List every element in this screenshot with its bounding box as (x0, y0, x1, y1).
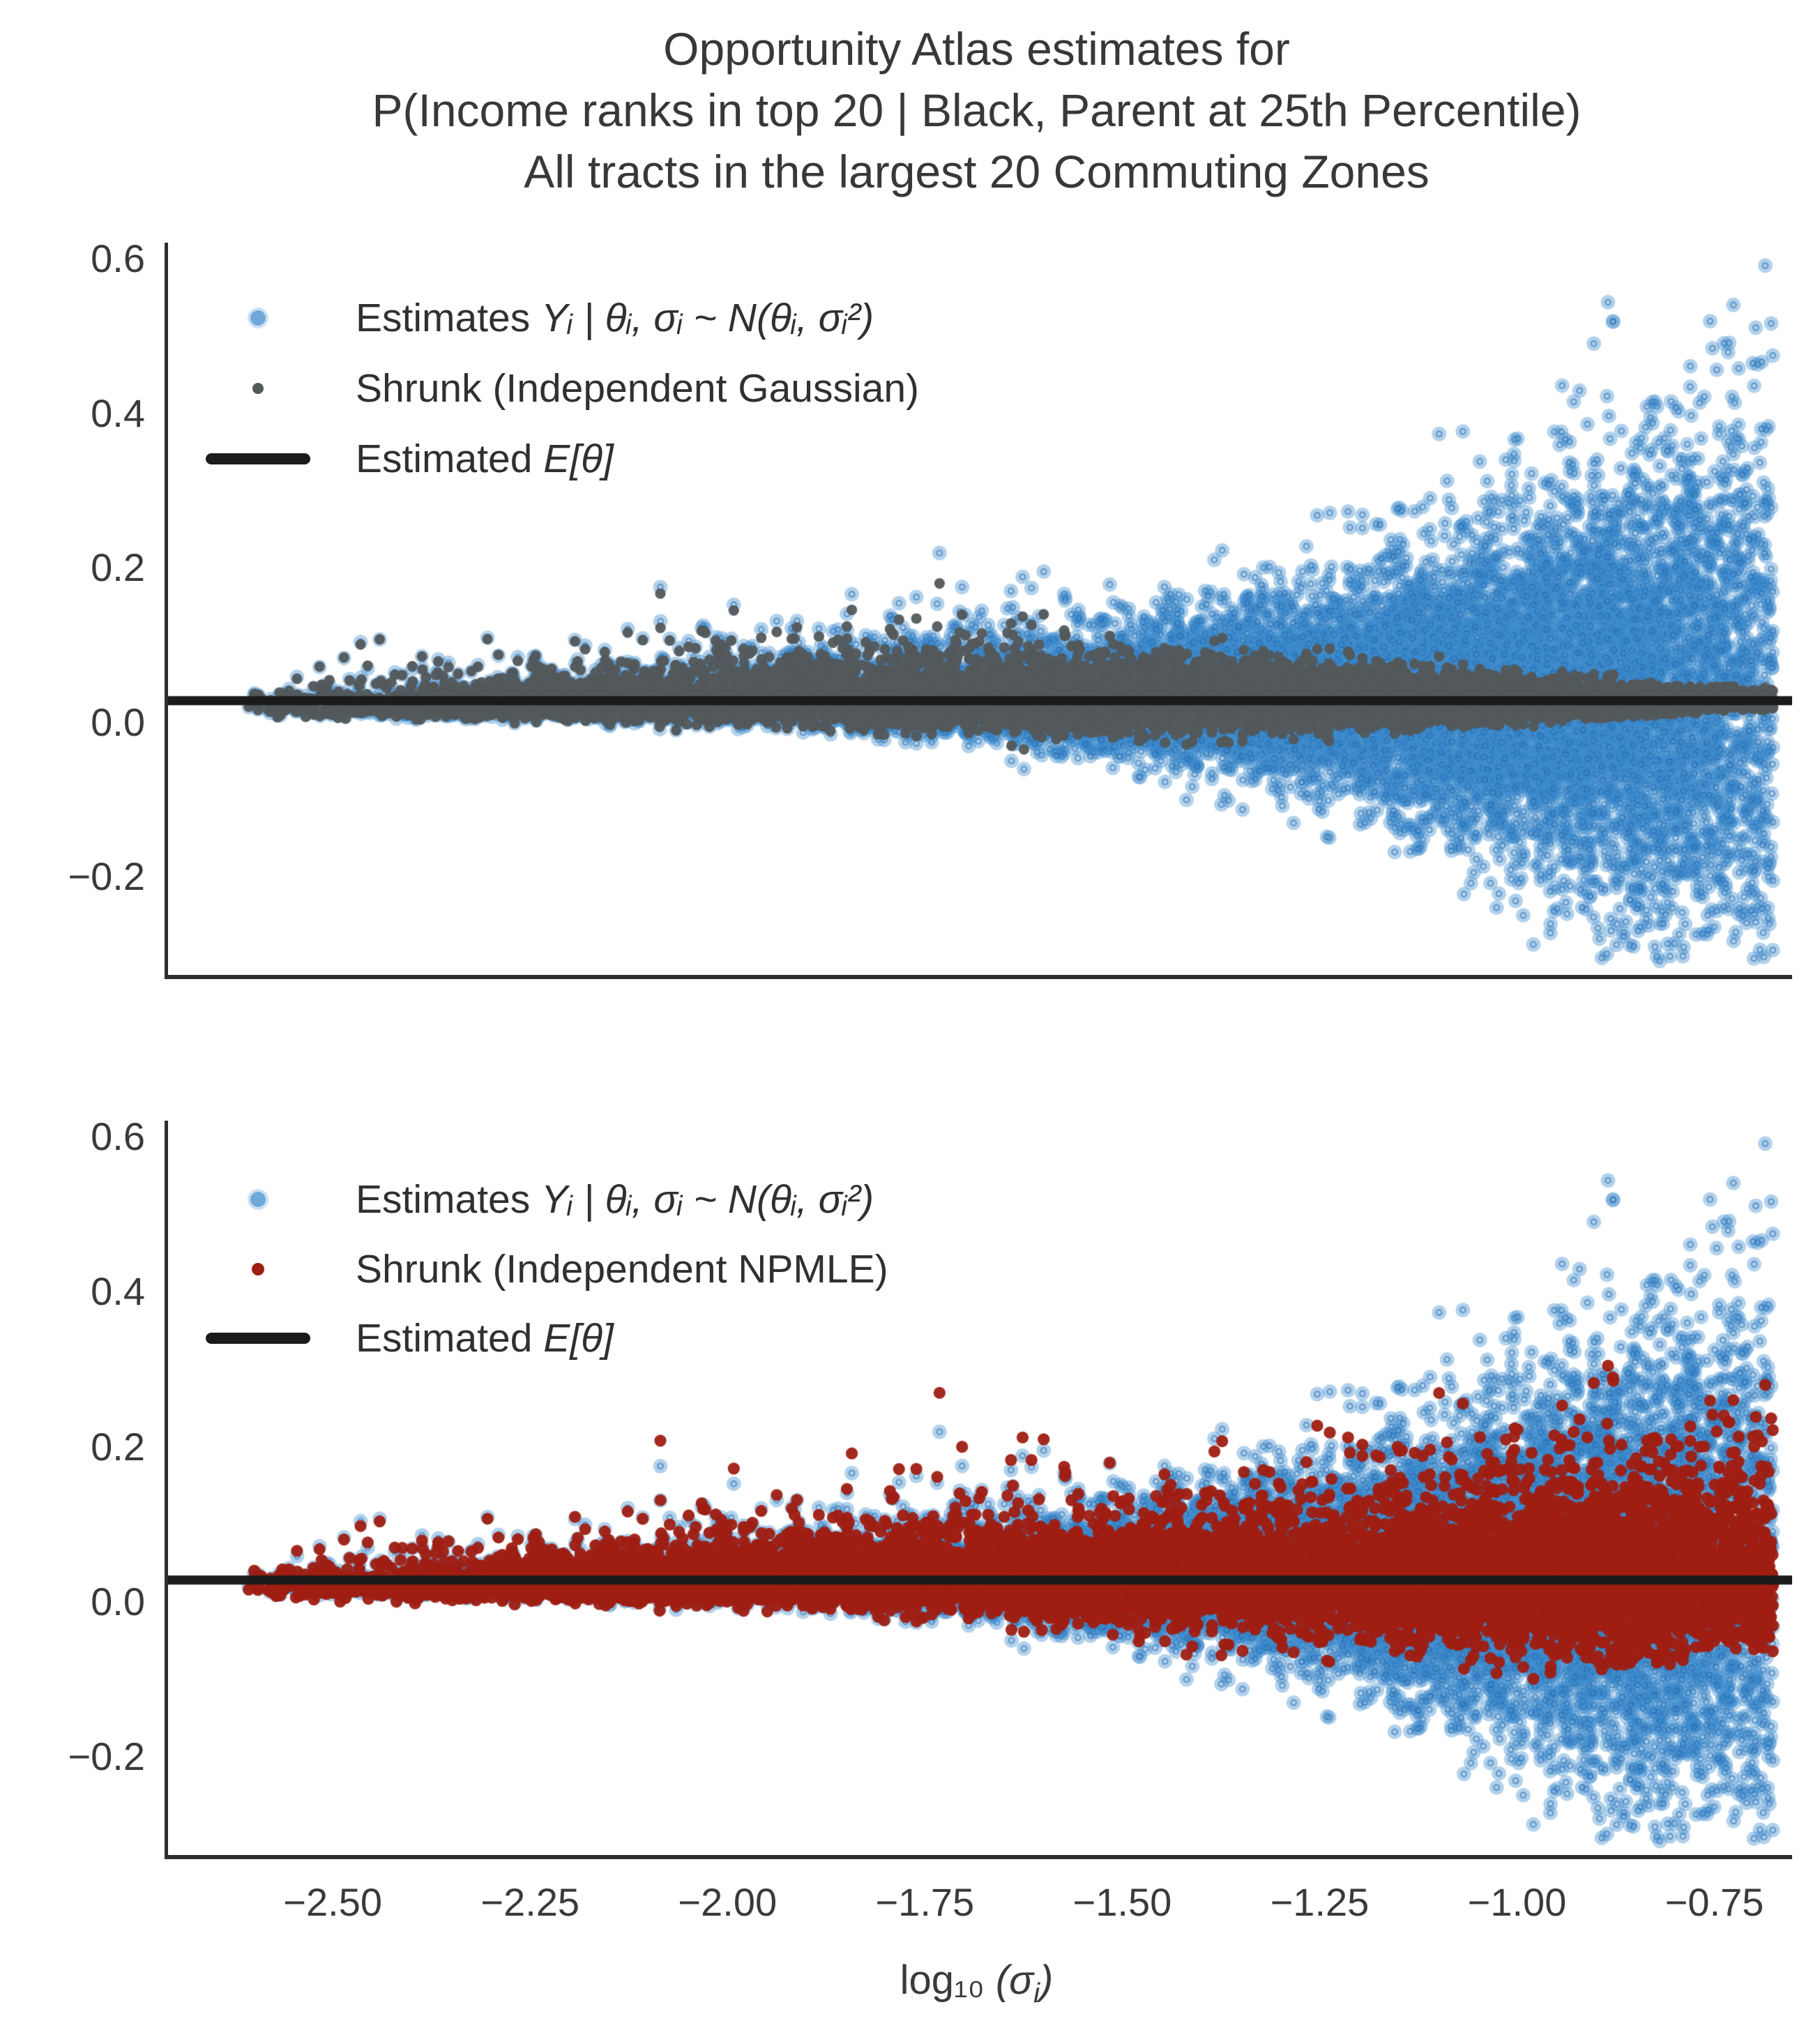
legend-label: Estimated E[θ] (356, 437, 614, 481)
legend-item-gaussian-2 (0, 431, 1395, 487)
legend-label: Estimates Yᵢ | θᵢ, σᵢ ~ N(θᵢ, σᵢ²) (356, 296, 874, 340)
legend-label: Estimates Yᵢ | θᵢ, σᵢ ~ N(θᵢ, σᵢ²) (356, 1177, 874, 1222)
chart-title-line-1: Opportunity Atlas estimates for (663, 23, 1290, 75)
x-tick-label-−2.50: −2.50 (283, 1880, 382, 1924)
legend-dot-marker-npmle (252, 1263, 264, 1275)
legend-item-npmle-2 (0, 1310, 1395, 1366)
x-tick-label-−2.00: −2.00 (678, 1880, 778, 1924)
chart-title (165, 18, 1789, 202)
legend-item-gaussian-0 (0, 290, 1395, 346)
y-tick-label-gaussian-0.4: 0.4 (91, 391, 145, 435)
chart-title-line-2: P(Income ranks in top 20 | Black, Parent at 25th Percentile) (372, 84, 1582, 136)
npmle-scatter-canvas (168, 1121, 1792, 1855)
x-axis-label-log: log₁₀ (900, 1958, 985, 2003)
legend-item-npmle-0 (0, 1172, 1395, 1227)
y-tick-label-npmle-0.6: 0.6 (91, 1114, 145, 1159)
y-tick-label-npmle-−0.2: −0.2 (68, 1734, 145, 1778)
y-tick-label-gaussian-−0.2: −0.2 (68, 854, 145, 899)
gaussian-panel (165, 243, 1792, 979)
legend-dot-marker-estimates_fill (250, 310, 266, 326)
y-tick-label-gaussian-0.2: 0.2 (91, 545, 145, 590)
gaussian-scatter-canvas (168, 243, 1792, 975)
npmle-panel (165, 1121, 1792, 1859)
legend-dot-marker-estimates_fill (250, 1192, 266, 1207)
x-axis-label-arg: $(\sigma_i)$ (995, 1958, 1054, 2009)
legend-line-marker (206, 453, 310, 464)
x-tick-label-−2.25: −2.25 (480, 1880, 580, 1924)
chart-title-line-3: All tracts in the largest 20 Commuting Zones (524, 146, 1430, 197)
y-tick-label-npmle-0.4: 0.4 (91, 1269, 145, 1314)
legend-line-marker (206, 1333, 310, 1344)
legend-dot-marker-gaussian (252, 383, 264, 394)
x-axis-label (165, 1957, 1789, 2010)
y-tick-label-npmle-0.0: 0.0 (91, 1579, 145, 1623)
legend-item-npmle-1 (0, 1241, 1395, 1297)
y-tick-label-npmle-0.2: 0.2 (91, 1424, 145, 1469)
legend-label: Shrunk (Independent NPMLE) (356, 1247, 888, 1292)
y-tick-label-gaussian-0.6: 0.6 (91, 236, 145, 281)
x-tick-label-−0.75: −0.75 (1664, 1880, 1764, 1924)
legend-item-gaussian-1 (0, 361, 1395, 416)
x-tick-label-−1.75: −1.75 (875, 1880, 975, 1924)
legend-label: Shrunk (Independent Gaussian) (356, 366, 920, 411)
legend-label: Estimated E[θ] (356, 1316, 614, 1361)
y-tick-label-gaussian-0.0: 0.0 (91, 699, 145, 744)
x-tick-label-−1.25: −1.25 (1270, 1880, 1370, 1924)
x-tick-label-−1.00: −1.00 (1467, 1880, 1567, 1924)
x-tick-label-−1.50: −1.50 (1072, 1880, 1172, 1924)
